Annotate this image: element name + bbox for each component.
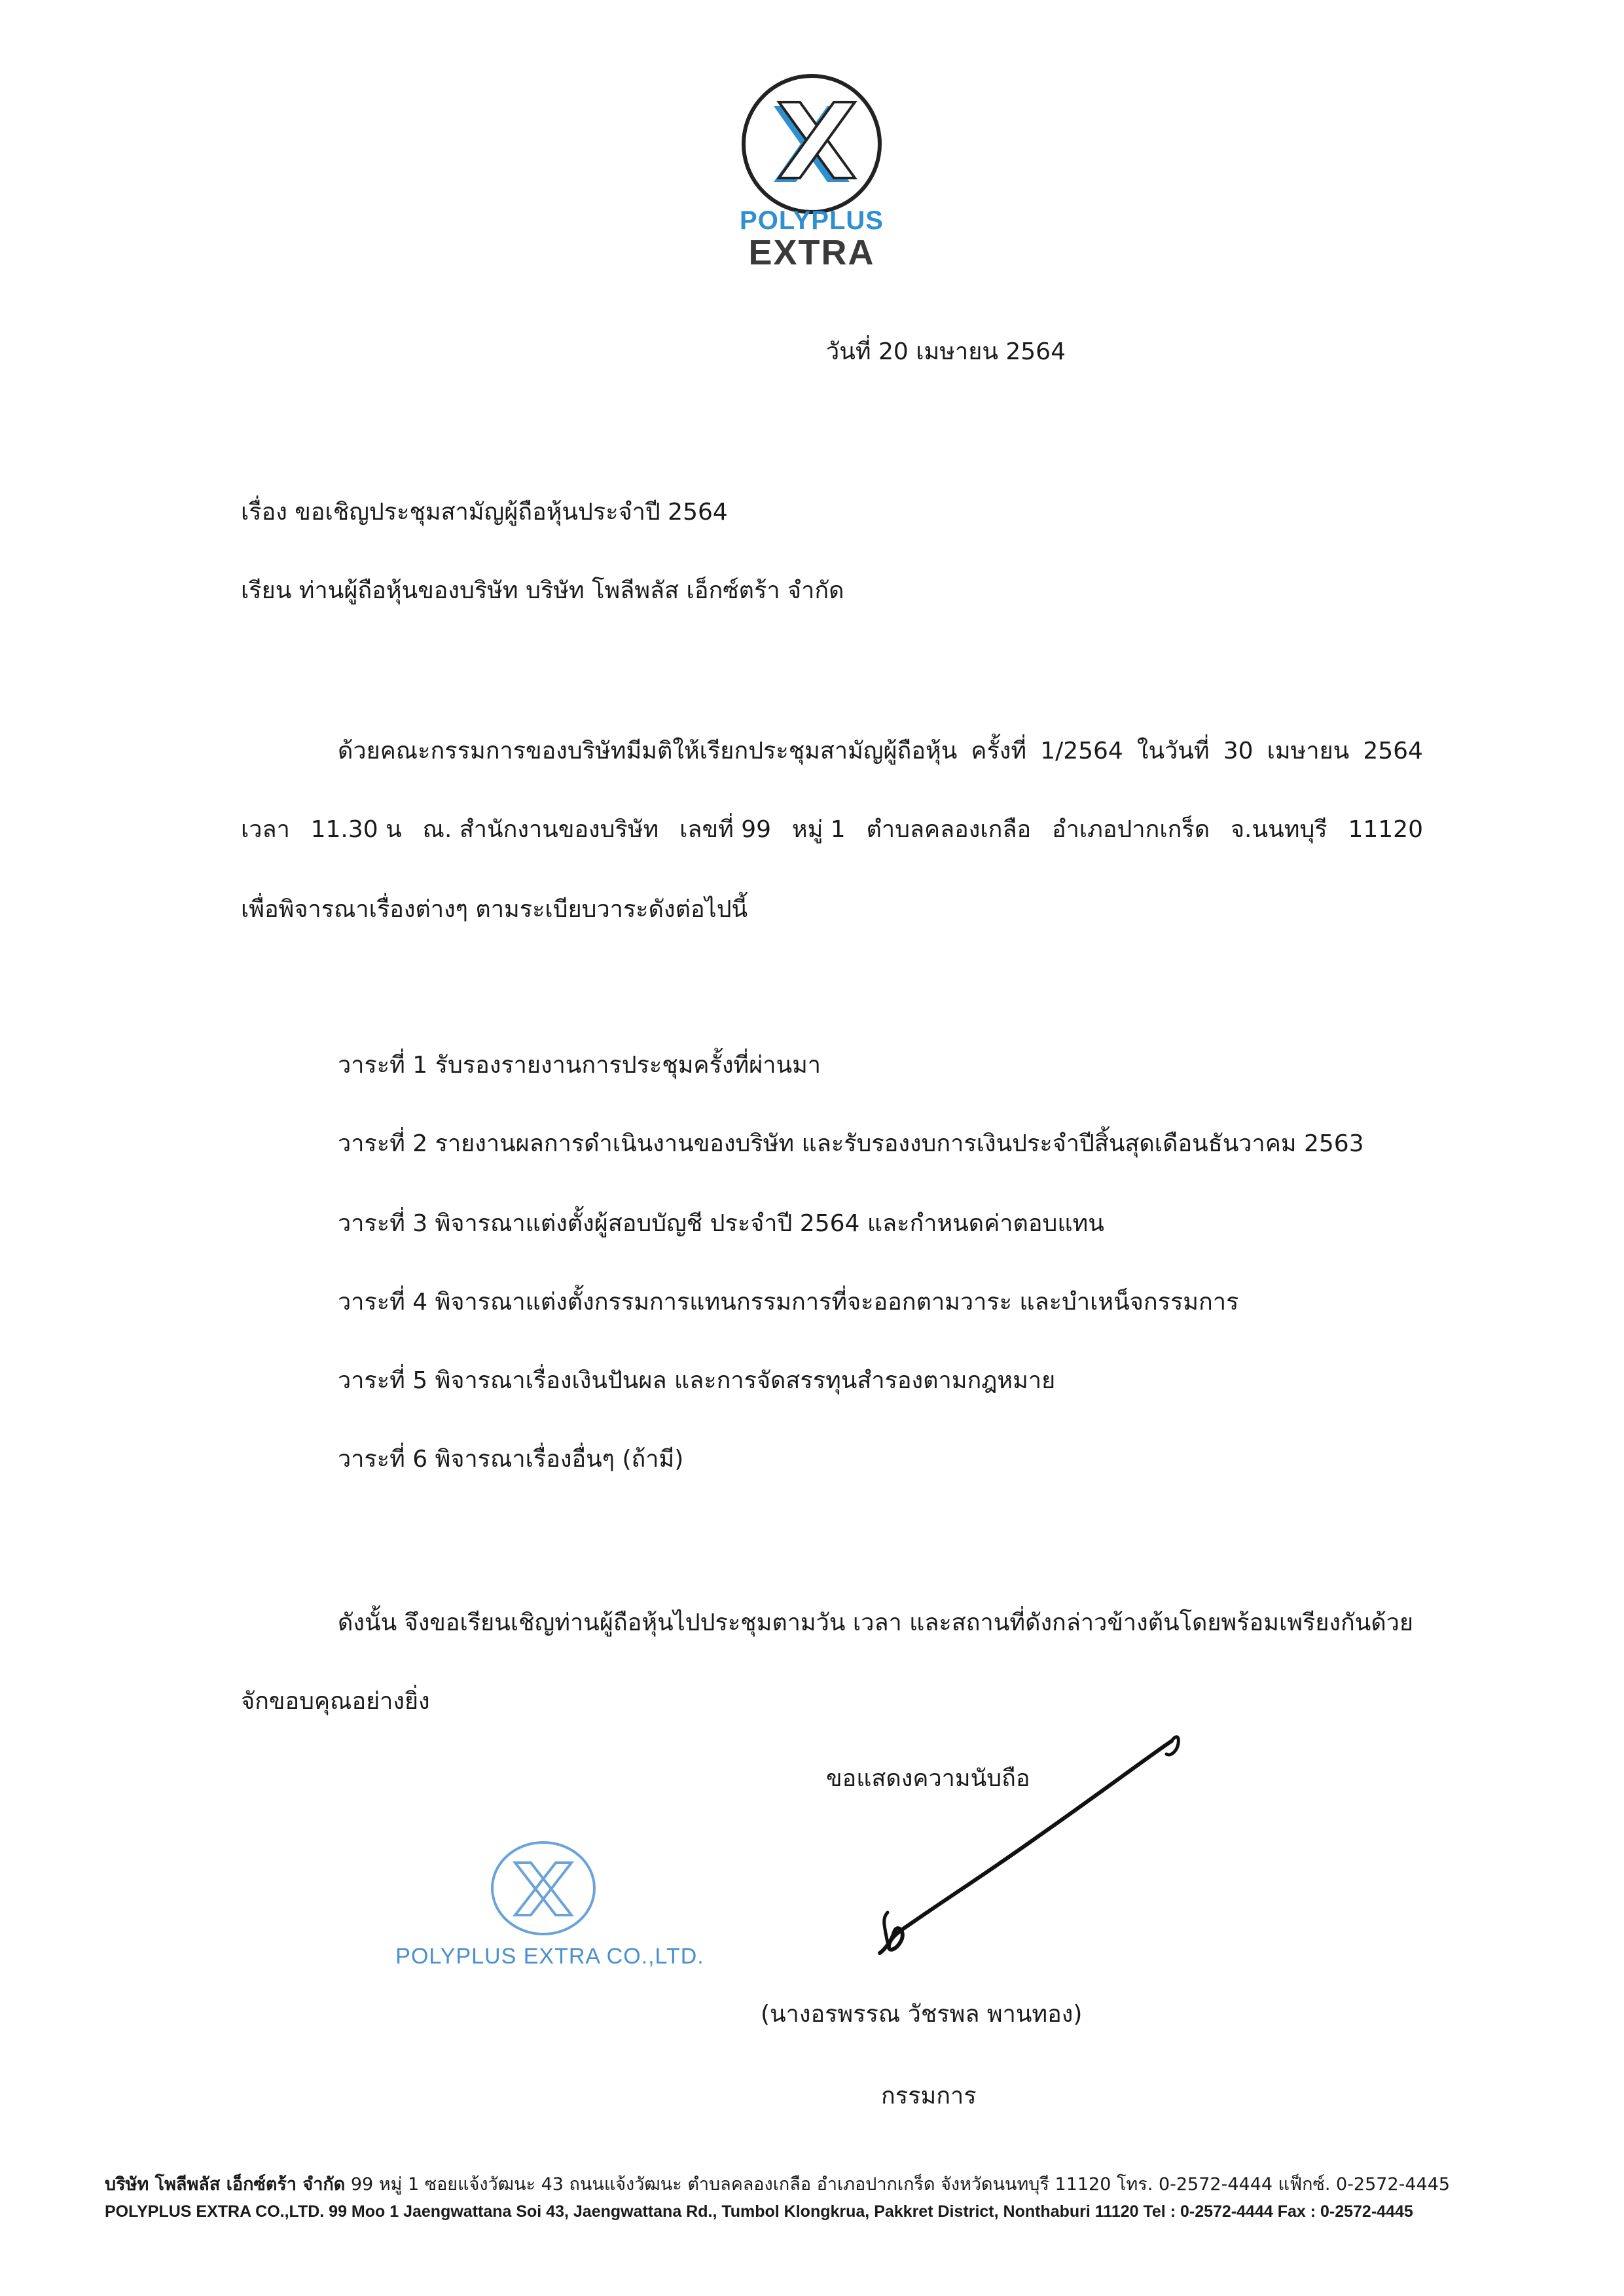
body-word: จ.นนทบุรี — [1230, 816, 1327, 843]
footer-english — [105, 2202, 1413, 2221]
body-word: ณ. สำนักงานของบริษัท — [422, 816, 659, 843]
body-word: เลขที่ 99 — [679, 816, 772, 843]
body-word: อำเภอปากเกร็ด — [1051, 816, 1210, 843]
agenda-item-5: วาระที่ 5 พิจารณาเรื่องเงินปันผล และการจัดสรรทุนสำรองตามกฎหมาย — [338, 1367, 1056, 1394]
agenda-item-1: วาระที่ 1 รับรองรายงานการประชุมครั้งที่ผ่านมา — [338, 1052, 821, 1079]
letter-date: วันที่ 20 เมษายน 2564 — [826, 338, 1066, 365]
closing-regards: ขอแสดงความนับถือ — [826, 1765, 1030, 1792]
agenda-item-6: วาระที่ 6 พิจารณาเรื่องอื่นๆ (ถ้ามี) — [338, 1446, 684, 1473]
body-word: 1/2564 — [1040, 738, 1123, 764]
footer-thai — [105, 2170, 1450, 2198]
agenda-item-4: วาระที่ 4 พิจารณาแต่งตั้งกรรมการแทนกรรมการที่จะออกตามวาระ และบำเหน็จกรรมการ — [338, 1289, 1239, 1316]
body-line-3: เพื่อพิจารณาเรื่องต่างๆ ตามระเบียบวาระดังต่อไปนี้ — [241, 896, 748, 923]
footer-english-address: 99 Moo 1 Jaengwattana Soi 43, Jaengwattana Rd., Tumbol Klongkrua, Pakkret District, Nonthaburi 11120 — [324, 2202, 1144, 2221]
x-logo-icon — [740, 72, 884, 216]
signature-icon — [864, 1728, 1191, 1964]
body-word: 11120 — [1348, 816, 1423, 843]
body-word: 2564 — [1363, 738, 1423, 764]
body-word: ด้วยคณะกรรมการของบริษัทมีมติให้เรียกประชุมสามัญผู้ถือหุ้น — [338, 738, 958, 764]
x-logo-stamp-icon — [488, 1839, 599, 1937]
logo-word-extra: EXTRA — [748, 233, 875, 272]
logo-word-polyplus: POLYPLUS — [740, 206, 884, 235]
signer-name: (นางอรพรรณ วัชรพล พานทอง) — [761, 2001, 1083, 2028]
footer-thai-address: 99 หมู่ 1 ซอยแจ้งวัฒนะ 43 ถนนแจ้งวัฒนะ ตำบลคลองเกลือ อำเภอปากเกร็ด จังหวัดนนทบุรี 11120 โทร. 0-2572-4444 แฟ็กซ์. 0-2572-4445 — [345, 2174, 1451, 2195]
body-word: เวลา — [241, 816, 290, 843]
letter-addressee: เรียน ท่านผู้ถือหุ้นของบริษัท บริษัท โพลีพลัส เอ็กซ์ตร้า จำกัด — [241, 577, 844, 604]
body-word: ครั้งที่ — [971, 738, 1027, 764]
footer-english-company: POLYPLUS EXTRA CO.,LTD. — [105, 2202, 325, 2221]
agenda-item-3: วาระที่ 3 พิจารณาแต่งตั้งผู้สอบบัญชี ประจำปี 2564 และกำหนดค่าตอบแทน — [338, 1210, 1104, 1237]
footer-english-contact: Tel : 0-2572-4444 Fax : 0-2572-4445 — [1143, 2202, 1413, 2221]
company-stamp — [367, 1839, 733, 1977]
body-word: ในวันที่ — [1136, 738, 1210, 764]
closing-line-1: ดังนั้น จึงขอเรียนเชิญท่านผู้ถือหุ้นไปประชุมตามวัน เวลา และสถานที่ดังกล่าวข้างต้นโดยพร้อมเพรียงกันด้วย — [338, 1609, 1414, 1636]
letter-subject: เรื่อง ขอเชิญประชุมสามัญผู้ถือหุ้นประจำปี 2564 — [241, 499, 728, 526]
body-word: ตำบลคลองเกลือ — [866, 816, 1032, 843]
body-word: 11.30 น — [310, 816, 402, 843]
body-word: 30 — [1223, 738, 1254, 764]
body-line-2 — [241, 818, 1423, 842]
body-word: เมษายน — [1267, 738, 1350, 764]
signer-title: กรรมการ — [881, 2083, 977, 2109]
stamp-company-name: POLYPLUS EXTRA CO.,LTD. — [395, 1944, 704, 1969]
closing-line-2: จักขอบคุณอย่างยิ่ง — [241, 1688, 430, 1715]
body-line-1 — [338, 740, 1423, 763]
footer-thai-company: บริษัท โพลีพลัส เอ็กซ์ตร้า จำกัด — [105, 2174, 346, 2195]
agenda-item-2: วาระที่ 2 รายงานผลการดำเนินงานของบริษัท และรับรองงบการเงินประจำปีสิ้นสุดเดือนธันวาคม 2563 — [338, 1130, 1364, 1157]
body-word: หมู่ 1 — [791, 816, 846, 843]
company-logo — [733, 72, 890, 272]
